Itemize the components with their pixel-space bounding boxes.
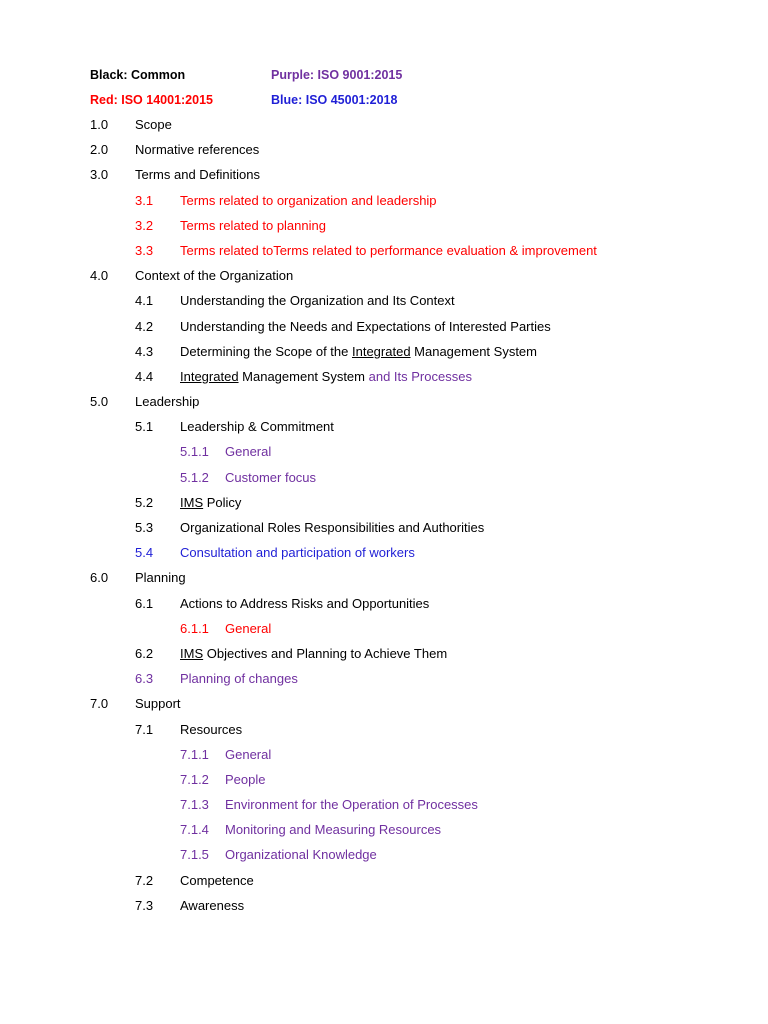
section-number: 7.3 bbox=[135, 897, 154, 913]
outline-item-6-3 bbox=[90, 670, 748, 695]
section-number: 4.1 bbox=[135, 293, 154, 309]
section-title bbox=[180, 645, 447, 670]
underlined-term: IMS bbox=[180, 645, 204, 661]
outline-item-4-3 bbox=[90, 343, 748, 368]
section-number: 7.1.1 bbox=[180, 746, 209, 762]
outline-item-3-3 bbox=[90, 242, 748, 267]
section-title: Leadership & Commitment bbox=[180, 419, 334, 435]
outline-item-1-0 bbox=[90, 116, 748, 141]
outline-item-6-2 bbox=[90, 645, 748, 670]
outline-item-3-1 bbox=[90, 192, 748, 217]
title-text: Objectives and Planning to Achieve Them bbox=[203, 645, 448, 661]
outline-item-7-3 bbox=[90, 897, 748, 922]
section-title bbox=[180, 343, 537, 368]
underlined-term: IMS bbox=[180, 494, 204, 510]
section-number: 7.1.4 bbox=[180, 822, 209, 838]
section-number: 4.3 bbox=[135, 343, 154, 359]
underlined-term: Integrated bbox=[180, 368, 239, 384]
title-text: Policy bbox=[203, 494, 242, 510]
title-text: Determining the Scope of the bbox=[180, 343, 352, 359]
outline-item-5-1 bbox=[90, 418, 748, 443]
outline-item-7-0 bbox=[90, 695, 748, 720]
legend-blue: Blue: ISO 45001:2018 bbox=[271, 93, 398, 107]
outline-item-5-0 bbox=[90, 393, 748, 418]
section-number: 7.2 bbox=[135, 872, 154, 888]
section-title: Terms related to planning bbox=[180, 217, 326, 233]
section-number: 5.1.1 bbox=[180, 444, 209, 460]
section-title bbox=[180, 368, 472, 393]
section-title: Customer focus bbox=[225, 469, 317, 485]
section-title: Normative references bbox=[135, 142, 260, 158]
outline-item-5-4 bbox=[90, 544, 748, 569]
outline-item-7-1-4 bbox=[90, 821, 748, 846]
title-text: Management System bbox=[238, 368, 365, 384]
section-title: Terms and Definitions bbox=[135, 167, 260, 183]
section-title: Leadership bbox=[135, 394, 200, 410]
section-title: Organizational Roles Responsibilities and Authorities bbox=[180, 520, 485, 535]
section-title: Planning bbox=[135, 570, 186, 586]
outline-item-4-2 bbox=[90, 318, 748, 343]
outline-item-5-1-1 bbox=[90, 443, 748, 468]
legend-row bbox=[90, 91, 452, 116]
outline-item-7-1-5 bbox=[90, 846, 748, 871]
section-title: Support bbox=[135, 696, 181, 712]
section-number: 6.1 bbox=[135, 595, 154, 611]
section-title: Competence bbox=[180, 872, 254, 888]
outline-item-4-0 bbox=[90, 267, 748, 292]
section-title: Monitoring and Measuring Resources bbox=[225, 822, 442, 838]
section-title: Organizational Knowledge bbox=[225, 847, 377, 863]
section-outline bbox=[90, 116, 748, 922]
section-number: 5.4 bbox=[135, 545, 154, 561]
legend-row bbox=[90, 66, 452, 91]
section-title: Scope bbox=[135, 117, 172, 132]
section-number: 7.1 bbox=[135, 721, 154, 737]
section-number: 7.1.5 bbox=[180, 847, 209, 863]
legend-purple: Purple: ISO 9001:2015 bbox=[271, 68, 403, 82]
section-title: General bbox=[225, 620, 272, 636]
outline-item-5-3 bbox=[90, 519, 748, 544]
legend-black: Black: Common bbox=[90, 68, 186, 82]
section-number: 4.4 bbox=[135, 368, 154, 384]
color-legend bbox=[90, 66, 452, 116]
section-title: Terms related to organization and leadership bbox=[180, 192, 437, 208]
section-title: Terms related toTerms related to performance evaluation & improvement bbox=[180, 242, 597, 258]
section-number: 2.0 bbox=[90, 142, 109, 158]
section-title: Actions to Address Risks and Opportunities bbox=[180, 595, 430, 611]
section-title: Awareness bbox=[180, 897, 245, 913]
outline-item-7-1-1 bbox=[90, 746, 748, 771]
outline-item-7-1 bbox=[90, 721, 748, 746]
legend-red: Red: ISO 14001:2015 bbox=[90, 93, 213, 107]
section-number: 7.1.3 bbox=[180, 797, 209, 813]
section-number: 6.0 bbox=[90, 570, 109, 586]
section-title: Understanding the Organization and Its Context bbox=[180, 293, 455, 309]
outline-item-2-0 bbox=[90, 141, 748, 166]
section-number: 5.1 bbox=[135, 419, 154, 435]
outline-item-3-0 bbox=[90, 166, 748, 191]
section-number: 5.0 bbox=[90, 394, 109, 410]
outline-item-3-2 bbox=[90, 217, 748, 242]
section-number: 5.2 bbox=[135, 494, 154, 510]
outline-item-4-1 bbox=[90, 292, 748, 317]
section-title: General bbox=[225, 444, 272, 460]
section-number: 6.3 bbox=[135, 671, 154, 687]
outline-item-7-1-2 bbox=[90, 771, 748, 796]
section-title: Environment for the Operation of Processes bbox=[225, 797, 478, 813]
outline-item-6-1-1 bbox=[90, 620, 748, 645]
section-title: Resources bbox=[180, 721, 243, 737]
outline-item-7-1-3 bbox=[90, 796, 748, 821]
outline-item-5-1-2 bbox=[90, 469, 748, 494]
section-number: 7.0 bbox=[90, 696, 109, 712]
section-title: Context of the Organization bbox=[135, 268, 294, 284]
outline-item-6-0 bbox=[90, 569, 748, 594]
title-text: Management System bbox=[410, 343, 537, 359]
section-number: 6.1.1 bbox=[180, 620, 209, 636]
section-title: Planning of changes bbox=[180, 671, 298, 687]
section-number: 4.2 bbox=[135, 318, 154, 334]
section-number: 5.1.2 bbox=[180, 469, 209, 485]
section-title bbox=[180, 494, 241, 519]
section-title: People bbox=[225, 771, 266, 787]
underlined-term: Integrated bbox=[352, 343, 411, 359]
section-title: Consultation and participation of workers bbox=[180, 545, 415, 561]
section-title: Understanding the Needs and Expectations of Interested Parties bbox=[180, 318, 551, 334]
section-number: 6.2 bbox=[135, 645, 154, 661]
section-number: 4.0 bbox=[90, 268, 109, 284]
title-text-purple: and Its Processes bbox=[365, 368, 472, 384]
outline-item-4-4 bbox=[90, 368, 748, 393]
section-number: 3.1 bbox=[135, 192, 154, 208]
section-title: General bbox=[225, 746, 272, 762]
section-number: 3.3 bbox=[135, 242, 154, 258]
section-number: 7.1.2 bbox=[180, 771, 209, 787]
outline-item-5-2 bbox=[90, 494, 748, 519]
outline-item-6-1 bbox=[90, 595, 748, 620]
section-number: 1.0 bbox=[90, 117, 109, 132]
section-number: 3.0 bbox=[90, 167, 109, 183]
section-number: 5.3 bbox=[135, 520, 154, 535]
outline-item-7-2 bbox=[90, 872, 748, 897]
section-number: 3.2 bbox=[135, 217, 154, 233]
